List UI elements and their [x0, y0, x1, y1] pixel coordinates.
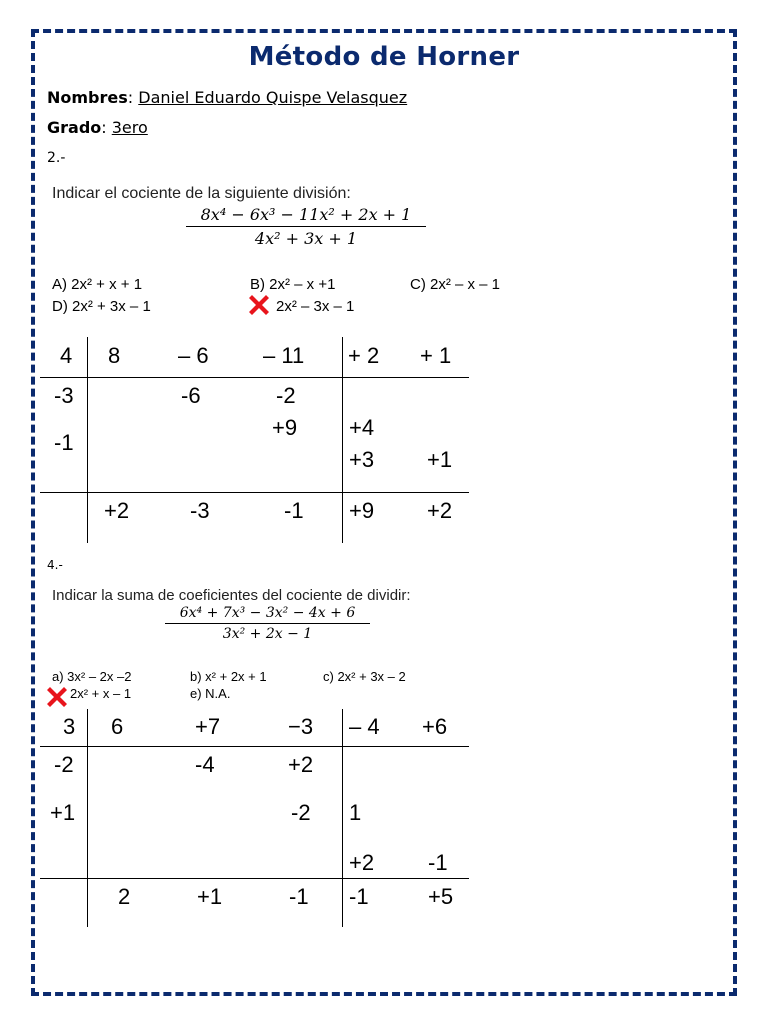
divisor-separator-line: [87, 709, 88, 927]
problem-2-option-c: c) 2x² + 3x – 2: [323, 669, 406, 684]
problem-2-fraction: [165, 605, 370, 642]
problem-1-option-a: A) 2x² + x + 1: [52, 276, 143, 293]
coefficient-cell: +6: [422, 714, 448, 739]
problem-1-option-d: D) 2x² + 3x – 1: [52, 298, 151, 315]
selected-answer-x-icon: [44, 684, 70, 710]
step-cell: +2: [288, 752, 314, 777]
page-border: [31, 29, 737, 996]
grado-value: 3ero: [111, 118, 148, 137]
result-cell: -1: [284, 498, 304, 523]
remainder-separator-line: [342, 337, 343, 543]
coefficient-cell: + 2: [348, 343, 380, 368]
nombres-field: [47, 88, 407, 107]
result-cell: +5: [428, 884, 454, 909]
coefficient-cell: +7: [195, 714, 221, 739]
problem-1-fraction: [186, 205, 426, 248]
problem-2-option-e: e) N.A.: [190, 686, 231, 701]
nombres-separator: :: [127, 88, 139, 107]
result-cell: +9: [349, 498, 375, 523]
divisor-separator-line: [87, 337, 88, 543]
nombres-label: Nombres: [47, 88, 128, 107]
step-cell: -4: [195, 752, 215, 777]
problem-2-numerator: 6x⁴ + 7x³ − 3x² − 4x + 6: [165, 605, 370, 624]
result-cell: +2: [427, 498, 453, 523]
coefficients-underline: [40, 377, 469, 378]
problem-2-number: 4.-: [47, 558, 63, 572]
coefficient-cell: 6: [111, 714, 124, 739]
nombres-value: Daniel Eduardo Quispe Velasquez: [138, 88, 408, 107]
problem-2-option-b: b) x² + 2x + 1: [190, 669, 267, 684]
step-cell: -2: [291, 800, 311, 825]
coefficient-cell: + 1: [420, 343, 452, 368]
coefficient-cell: −3: [288, 714, 314, 739]
result-cell: +1: [197, 884, 223, 909]
problem-1-option-c: C) 2x² – x – 1: [410, 276, 501, 293]
problem-1-number: 2.-: [47, 150, 66, 166]
coefficient-cell: – 4: [349, 714, 380, 739]
divisor-cell: 4: [60, 343, 73, 368]
step-cell: +3: [349, 447, 375, 472]
result-cell: 2: [118, 884, 131, 909]
step-cell: 1: [349, 800, 362, 825]
divisor-cell: -2: [54, 752, 74, 777]
problem-2-question: Indicar la suma de coeficientes del cociente de dividir:: [52, 587, 411, 604]
step-cell: -6: [181, 383, 201, 408]
coefficient-cell: – 11: [263, 343, 305, 368]
problem-1-option-b: B) 2x² – x +1: [250, 276, 336, 293]
grado-label: Grado: [47, 118, 102, 137]
result-cell: -1: [349, 884, 369, 909]
problem-2-option-d: 2x² + x – 1: [70, 686, 132, 701]
step-cell: -2: [276, 383, 296, 408]
coefficient-cell: – 6: [178, 343, 209, 368]
divisor-cell: 3: [63, 714, 76, 739]
result-cell: -3: [190, 498, 210, 523]
result-cell: -1: [289, 884, 309, 909]
problem-1-denominator: 4x² + 3x + 1: [254, 229, 358, 248]
result-line: [40, 492, 469, 493]
divisor-cell: -3: [54, 383, 74, 408]
grado-separator: :: [101, 118, 112, 137]
problem-2-denominator: 3x² + 2x − 1: [222, 626, 313, 642]
result-cell: +2: [104, 498, 130, 523]
step-cell: +1: [427, 447, 453, 472]
grado-field: [47, 118, 148, 137]
step-cell: +4: [349, 415, 375, 440]
step-cell: +9: [272, 415, 298, 440]
problem-2-option-a: a) 3x² – 2x –2: [52, 669, 132, 684]
problem-1-option-e: 2x² – 3x – 1: [276, 298, 355, 315]
page-title: Método de Horner: [248, 42, 520, 72]
divisor-cell: -1: [54, 430, 74, 455]
step-cell: -1: [428, 850, 448, 875]
step-cell: +2: [349, 850, 375, 875]
result-line: [40, 878, 469, 879]
remainder-separator-line: [342, 709, 343, 927]
divisor-cell: +1: [50, 800, 76, 825]
coefficient-cell: 8: [108, 343, 121, 368]
problem-1-question: Indicar el cociente de la siguiente división:: [52, 185, 351, 202]
problem-1-numerator: 8x⁴ − 6x³ − 11x² + 2x + 1: [186, 205, 426, 227]
selected-answer-x-icon: [246, 292, 272, 318]
coefficients-underline: [40, 746, 469, 747]
